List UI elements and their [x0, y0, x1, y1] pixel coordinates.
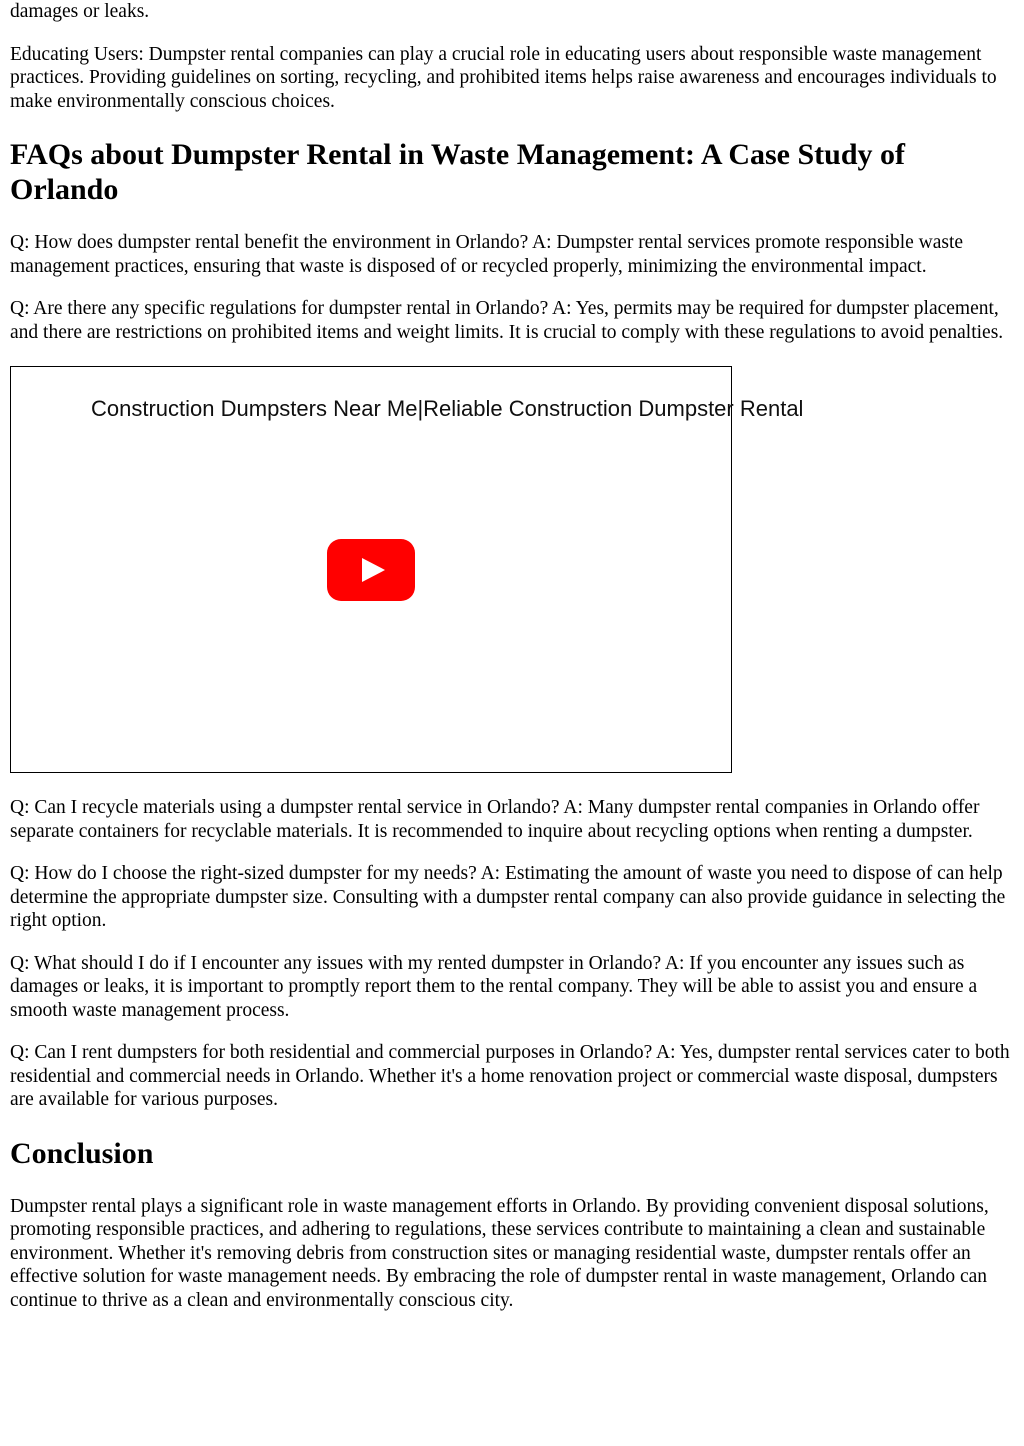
youtube-play-icon[interactable]: [327, 539, 415, 601]
faq-heading: FAQs about Dumpster Rental in Waste Management: A Case Study of Orlando: [10, 138, 906, 206]
conclusion-heading: Conclusion: [10, 1136, 154, 1170]
faq-item: Q: Can I recycle materials using a dumpster rental service in Orlando? A: Many dumpster rental companies in Orlando offer separate containers for recyclable materials. It is recommended to inquire about recycling options when renting a dumpster.: [10, 797, 980, 842]
faq-item: Q: Are there any specific regulations for dumpster rental in Orlando? A: Yes, permits may be required for dumpster placement, and there are restrictions on prohibited items and weight limits. It is crucial to comply with these regulations to avoid penalties.: [10, 298, 1004, 343]
conclusion-paragraph: Dumpster rental plays a significant role in waste management efforts in Orlando. By providing convenient disposal solutions, promoting responsible practices, and adhering to regulations, these services contribute to maintaining a clean and sustainable environment. Whether it's removing debris from construction sites or managing residential waste, dumpster rentals offer an effective solution for waste management needs. By embracing the role of dumpster rental in waste management, Orlando can continue to thrive as a clean and environmentally conscious city.: [10, 1195, 989, 1311]
video-embed[interactable]: [10, 366, 804, 773]
video-title[interactable]: Construction Dumpsters Near Me|Reliable Construction Dumpster Rental: [91, 396, 804, 421]
article: [10, 0, 1014, 1312]
faq-item: Q: What should I do if I encounter any issues with my rented dumpster in Orlando? A: If you encounter any issues such as damages or leaks, it is important to promptly report them to the rental company. They will be able to assist you and ensure a smooth waste management process.: [10, 952, 978, 1021]
intro-fragment: damages or leaks.: [10, 1, 150, 22]
faq-item: Q: Can I rent dumpsters for both residential and commercial purposes in Orlando? A: Yes, dumpster rental services cater to both residential and commercial needs in Orlando. Whether it's a home renovation project or commercial waste disposal, dumpsters are available for various purposes.: [10, 1042, 1010, 1110]
faq-item: Q: How do I choose the right-sized dumpster for my needs? A: Estimating the amount of waste you need to dispose of can help determine the appropriate dumpster size. Consulting with a dumpster rental company can also provide guidance in selecting the right option.: [10, 863, 1006, 931]
educating-users-paragraph: Educating Users: Dumpster rental companies can play a crucial role in educating users about responsible waste management practices. Providing guidelines on sorting, recycling, and prohibited items helps raise awareness and encourages individuals to make environmentally conscious choices.: [10, 43, 997, 112]
faq-item: Q: How does dumpster rental benefit the environment in Orlando? A: Dumpster rental services promote responsible waste management practices, ensuring that waste is disposed of or recycled properly, minimizing the environmental impact.: [10, 232, 964, 277]
